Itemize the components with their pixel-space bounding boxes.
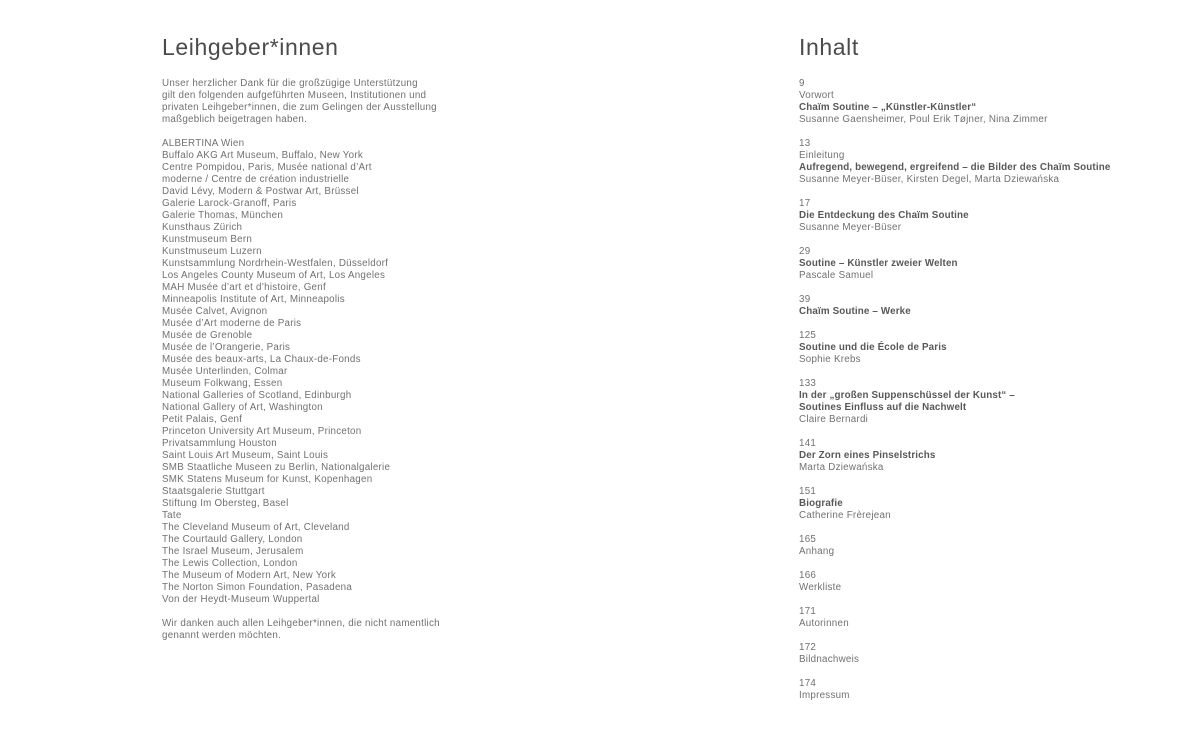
page-contents [799, 34, 1199, 714]
lender-item: The Cleveland Museum of Art, Cleveland [162, 522, 350, 533]
intro-line: gilt den folgenden aufgeführten Museen, Institutionen und [162, 90, 427, 101]
toc-page-number: 125 [799, 330, 817, 341]
toc-entry-lines [799, 450, 1199, 474]
toc-line: Marta Dziewańska [799, 462, 884, 473]
contents-page-title: Inhalt [799, 34, 859, 60]
outro-line: genannt werden möchten. [162, 630, 282, 641]
lender-item: The Museum of Modern Art, New York [162, 570, 337, 581]
toc-entry [799, 678, 1199, 702]
toc-line: Catherine Frèrejean [799, 510, 891, 521]
toc-entry-lines [799, 306, 1199, 318]
table-of-contents [799, 78, 1199, 702]
toc-page-number: 17 [799, 198, 811, 209]
toc-line: Vorwort [799, 90, 834, 101]
lender-item: Von der Heydt-Museum Wuppertal [162, 594, 320, 605]
lender-item: Musée de l’Orangerie, Paris [162, 342, 291, 353]
lender-item: The Lewis Collection, London [162, 558, 298, 569]
lender-item: MAH Musée d’art et d’histoire, Genf [162, 282, 326, 293]
toc-entry [799, 486, 1199, 522]
lenders-list [162, 138, 652, 606]
toc-entry [799, 78, 1199, 126]
lender-item: ALBERTINA Wien [162, 138, 245, 149]
lender-item: Kunsthaus Zürich [162, 222, 243, 233]
toc-line: Werkliste [799, 582, 842, 593]
lender-item: Privatsammlung Houston [162, 438, 277, 449]
toc-entry-lines [799, 150, 1199, 186]
toc-page-number: 165 [799, 534, 817, 545]
toc-line: Die Entdeckung des Chaïm Soutine [799, 210, 969, 221]
lender-item: Galerie Larock-Granoff, Paris [162, 198, 297, 209]
toc-entry [799, 198, 1199, 234]
toc-page-number: 174 [799, 678, 817, 689]
toc-entry [799, 570, 1199, 594]
toc-entry-lines [799, 90, 1199, 126]
toc-entry-lines [799, 390, 1199, 426]
toc-line: Chaïm Soutine – Werke [799, 306, 911, 317]
outro-line: Wir danken auch allen Leihgeber*innen, die nicht namentlich [162, 618, 440, 629]
toc-entry [799, 138, 1199, 186]
lender-item: SMB Staatliche Museen zu Berlin, Nationalgalerie [162, 462, 391, 473]
lender-item: National Gallery of Art, Washington [162, 402, 323, 413]
lender-item: Musée de Grenoble [162, 330, 253, 341]
page-lenders [162, 34, 652, 654]
lender-item: Princeton University Art Museum, Princeton [162, 426, 362, 437]
toc-page-number: 133 [799, 378, 817, 389]
lender-item: The Courtauld Gallery, London [162, 534, 303, 545]
lender-item: Petit Palais, Genf [162, 414, 243, 425]
toc-entry-lines [799, 690, 1199, 702]
toc-entry [799, 534, 1199, 558]
toc-page-number: 13 [799, 138, 811, 149]
toc-entry-lines [799, 654, 1199, 666]
toc-page-number: 172 [799, 642, 817, 653]
toc-line: Aufregend, bewegend, ergreifend – die Bilder des Chaïm Soutine [799, 162, 1111, 173]
lender-item: The Norton Simon Foundation, Pasadena [162, 582, 353, 593]
lenders-intro-paragraph [162, 78, 652, 126]
toc-line: Anhang [799, 546, 835, 557]
lender-item: Staatsgalerie Stuttgart [162, 486, 265, 497]
lender-item: Musée Unterlinden, Colmar [162, 366, 288, 377]
toc-entry [799, 642, 1199, 666]
toc-page-number: 9 [799, 78, 805, 89]
toc-line: Bildnachweis [799, 654, 860, 665]
lender-item: Kunstsammlung Nordrhein-Westfalen, Düsseldorf [162, 258, 389, 269]
lender-item: Minneapolis Institute of Art, Minneapolis [162, 294, 345, 305]
toc-entry-lines [799, 258, 1199, 282]
toc-entry-lines [799, 582, 1199, 594]
toc-page-number: 171 [799, 606, 817, 617]
lenders-page-title: Leihgeber*innen [162, 34, 339, 60]
toc-entry-lines [799, 342, 1199, 366]
toc-line: Soutine und die École de Paris [799, 342, 947, 353]
toc-page-number: 151 [799, 486, 817, 497]
toc-entry [799, 378, 1199, 426]
toc-entry [799, 246, 1199, 282]
toc-line: Der Zorn eines Pinselstrichs [799, 450, 936, 461]
lender-item: National Galleries of Scotland, Edinburgh [162, 390, 352, 401]
lender-item: Saint Louis Art Museum, Saint Louis [162, 450, 329, 461]
toc-page-number: 166 [799, 570, 817, 581]
toc-entry [799, 294, 1199, 318]
lender-item: David Lévy, Modern & Postwar Art, Brüssel [162, 186, 359, 197]
lender-item: Centre Pompidou, Paris, Musée national d’Art [162, 162, 372, 173]
toc-page-number: 39 [799, 294, 811, 305]
toc-line: Soutines Einfluss auf die Nachwelt [799, 402, 967, 413]
intro-line: Unser herzlicher Dank für die großzügige Unterstützung [162, 78, 418, 89]
toc-page-number: 29 [799, 246, 811, 257]
toc-line: Biografie [799, 498, 843, 509]
toc-line: Soutine – Künstler zweier Welten [799, 258, 958, 269]
toc-line: In der „großen Suppenschüssel der Kunst“ – [799, 390, 1015, 401]
toc-line: Susanne Meyer-Büser, Kirsten Degel, Marta Dziewańska [799, 174, 1060, 185]
lender-item: moderne / Centre de création industrielle [162, 174, 350, 185]
toc-entry [799, 330, 1199, 366]
toc-line: Impressum [799, 690, 850, 701]
lender-item: Los Angeles County Museum of Art, Los Angeles [162, 270, 386, 281]
toc-line: Susanne Meyer-Büser [799, 222, 902, 233]
toc-entry [799, 438, 1199, 474]
intro-line: privaten Leihgeber*innen, die zum Gelingen der Ausstellung [162, 102, 437, 113]
lender-item: The Israel Museum, Jerusalem [162, 546, 304, 557]
lender-item: Galerie Thomas, München [162, 210, 284, 221]
toc-page-number: 141 [799, 438, 817, 449]
lender-item: SMK Statens Museum for Kunst, Kopenhagen [162, 474, 373, 485]
toc-line: Chaïm Soutine – „Künstler-Künstler“ [799, 102, 977, 113]
intro-line: maßgeblich beigetragen haben. [162, 114, 308, 125]
lender-item: Buffalo AKG Art Museum, Buffalo, New York [162, 150, 364, 161]
toc-line: Sophie Krebs [799, 354, 861, 365]
lender-item: Musée Calvet, Avignon [162, 306, 268, 317]
lender-item: Museum Folkwang, Essen [162, 378, 283, 389]
toc-entry [799, 606, 1199, 630]
toc-entry-lines [799, 498, 1199, 522]
toc-line: Susanne Gaensheimer, Poul Erik Tøjner, Nina Zimmer [799, 114, 1048, 125]
lender-item: Kunstmuseum Luzern [162, 246, 262, 257]
toc-line: Autorinnen [799, 618, 849, 629]
toc-entry-lines [799, 618, 1199, 630]
toc-line: Claire Bernardi [799, 414, 869, 425]
lender-item: Stiftung Im Obersteg, Basel [162, 498, 289, 509]
toc-line: Einleitung [799, 150, 845, 161]
toc-entry-lines [799, 210, 1199, 234]
lender-item: Kunstmuseum Bern [162, 234, 253, 245]
toc-entry-lines [799, 546, 1199, 558]
lender-item: Musée d’Art moderne de Paris [162, 318, 302, 329]
lenders-outro-paragraph [162, 618, 652, 642]
lender-item: Tate [162, 510, 182, 521]
toc-line: Pascale Samuel [799, 270, 874, 281]
lender-item: Musée des beaux-arts, La Chaux-de-Fonds [162, 354, 361, 365]
